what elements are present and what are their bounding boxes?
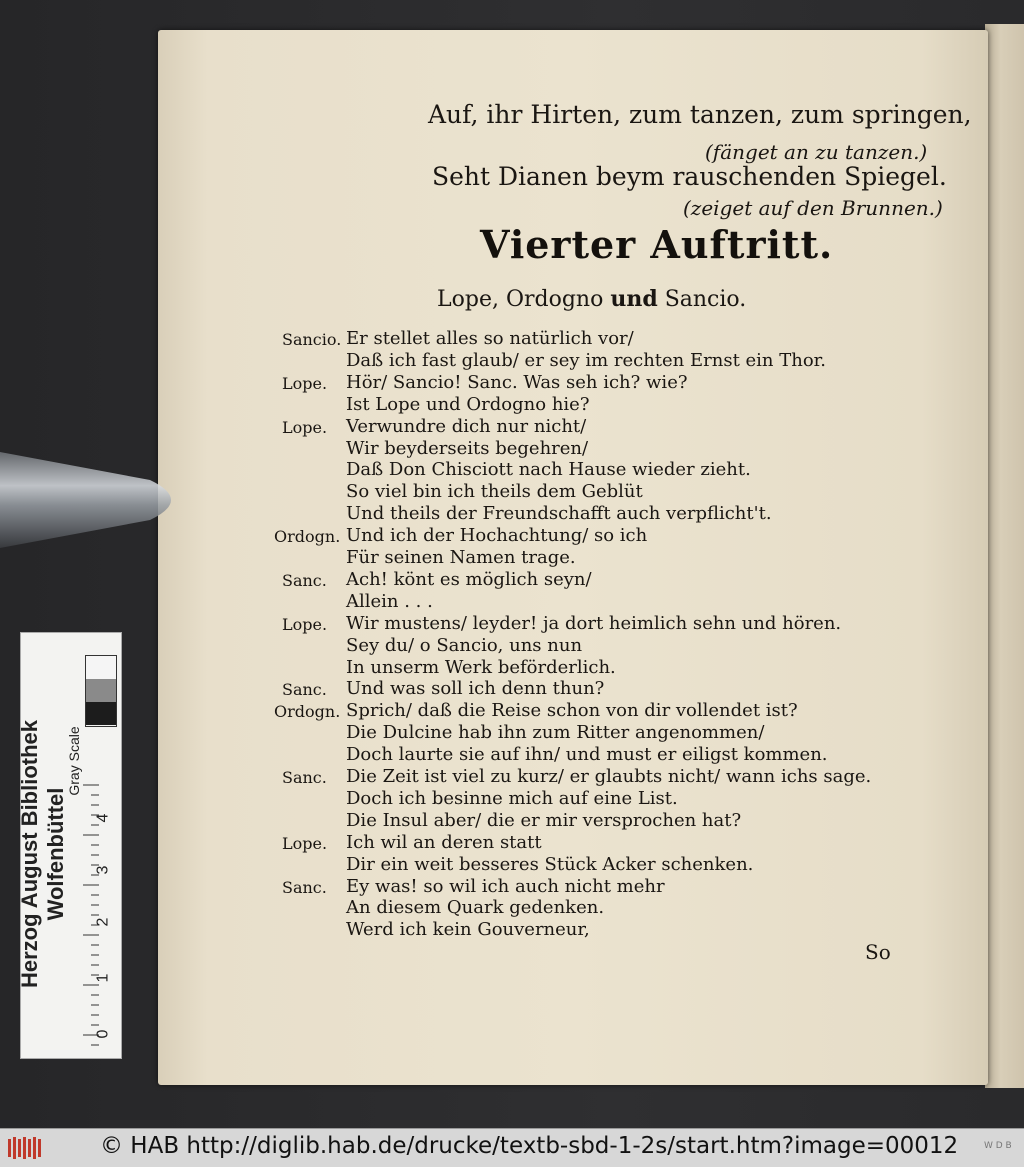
dialogue-line: Die Dulcine hab ihn zum Ritter angenommen/ xyxy=(346,722,765,744)
next-page-edge xyxy=(985,24,1024,1088)
gray-swatches xyxy=(85,655,117,727)
dialogue-line: Wir beyderseits begehren/ xyxy=(346,437,589,459)
dialogue-line: Daß Don Chisciott nach Hause wieder zieht. xyxy=(346,459,751,481)
cast-names-b: Sancio. xyxy=(664,287,747,312)
speaker-label: Lope. xyxy=(282,833,328,853)
dialogue-line: Doch ich besinne mich auf eine List. xyxy=(346,787,678,809)
dialogue-line: In unserm Werk beförderlich. xyxy=(346,656,616,678)
dialogue-line: Er stellet alles so natürlich vor/ xyxy=(346,328,634,349)
hab-logo-icon xyxy=(6,1135,46,1161)
dialogue-line: Hör/ Sancio! Sanc. Was seh ich? wie? xyxy=(346,371,688,393)
dialogue-line: Allein . . . xyxy=(346,590,433,612)
cast-und: und xyxy=(610,286,658,312)
dialogue-line: Dir ein weit besseres Stück Acker schenken. xyxy=(346,853,754,875)
color-scale-ruler xyxy=(17,632,122,1059)
dialogue-line: Wir mustens/ leyder! ja dort heimlich sehn und hören. xyxy=(346,612,842,634)
footer-mark: W D B xyxy=(984,1141,1012,1151)
cast-list xyxy=(437,286,746,312)
dialogue-line: Verwundre dich nur nicht/ xyxy=(346,415,587,437)
catchword: So xyxy=(865,940,891,964)
song-line-1: Auf, ihr Hirten, zum tanzen, zum springen, xyxy=(428,100,972,129)
ruler-number: 4 xyxy=(94,813,112,823)
dialogue-line: Für seinen Namen trage. xyxy=(346,547,576,568)
dialogue-line: Ey was! so wil ich auch nicht mehr xyxy=(346,875,665,897)
dialogue-line: Die Zeit ist viel zu kurz/ er glaubts nicht/ wann ichs sage. xyxy=(346,766,872,787)
speaker-label: Lope. xyxy=(282,417,328,437)
speaker-label: Sanc. xyxy=(282,768,327,787)
speaker-label: Ordogn. xyxy=(274,527,341,547)
dialogue-line: Sprich/ daß die Reise schon von dir vollendet ist? xyxy=(346,700,798,722)
ruler-number: 0 xyxy=(94,1029,112,1039)
dialogue-line: Werd ich kein Gouverneur, xyxy=(346,919,590,941)
cast-names-a: Lope, Ordogno xyxy=(437,287,604,312)
dialogue-line: Sey du/ o Sancio, uns nun xyxy=(346,634,583,656)
stage-direction-1: (fänget an zu tanzen.) xyxy=(705,140,928,164)
dialogue-line: Ist Lope und Ordogno hie? xyxy=(346,393,590,415)
speaker-label: Sanc. xyxy=(282,680,327,700)
song-line-2: Seht Dianen beym rauschenden Spiegel. xyxy=(432,162,947,191)
scene-title: Vierter Auftritt. xyxy=(480,222,834,267)
dialogue-line: Die Insul aber/ die er mir versprochen hat? xyxy=(346,809,742,831)
speaker-label: Sancio. xyxy=(282,330,342,349)
copyright-link[interactable]: © HAB http://diglib.hab.de/drucke/textb-sbd-1-2s/start.htm?image=00012 xyxy=(100,1133,959,1159)
ruler-number: 3 xyxy=(94,865,112,875)
dialogue-line: Ach! könt es möglich seyn/ xyxy=(346,568,592,590)
speaker-label: Lope. xyxy=(282,373,328,393)
dialogue-line: Und was soll ich denn thun? xyxy=(346,678,605,700)
dialogue-line: Daß ich fast glaub/ er sey im rechten Ernst ein Thor. xyxy=(346,349,827,371)
dialogue-line: Und ich der Hochachtung/ so ich xyxy=(346,525,648,547)
footer-bar xyxy=(0,1128,1024,1167)
ruler-number: 2 xyxy=(94,917,112,927)
ruler-library-label: Herzog August Bibliothek Wolfenbüttel xyxy=(17,719,68,989)
dialogue-line: Ich wil an deren statt xyxy=(346,831,542,853)
glass-clip-icon xyxy=(0,440,195,560)
speaker-label: Lope. xyxy=(282,614,328,634)
ruler-grayscale-label: Gray Scale xyxy=(66,726,82,796)
stage-direction-2: (zeiget auf den Brunnen.) xyxy=(683,196,943,220)
dialogue-line: An diesem Quark gedenken. xyxy=(346,897,605,919)
dialogue-line: Doch laurte sie auf ihn/ und must er eiligst kommen. xyxy=(346,744,828,766)
speaker-label: Sanc. xyxy=(282,877,327,897)
ruler-number: 1 xyxy=(94,973,112,983)
speaker-label: Ordogn. xyxy=(274,702,341,722)
speaker-label: Sanc. xyxy=(282,570,327,590)
dialogue-line: So viel bin ich theils dem Geblüt xyxy=(346,481,643,503)
dialogue-line: Und theils der Freundschafft auch verpflicht't. xyxy=(346,503,772,525)
